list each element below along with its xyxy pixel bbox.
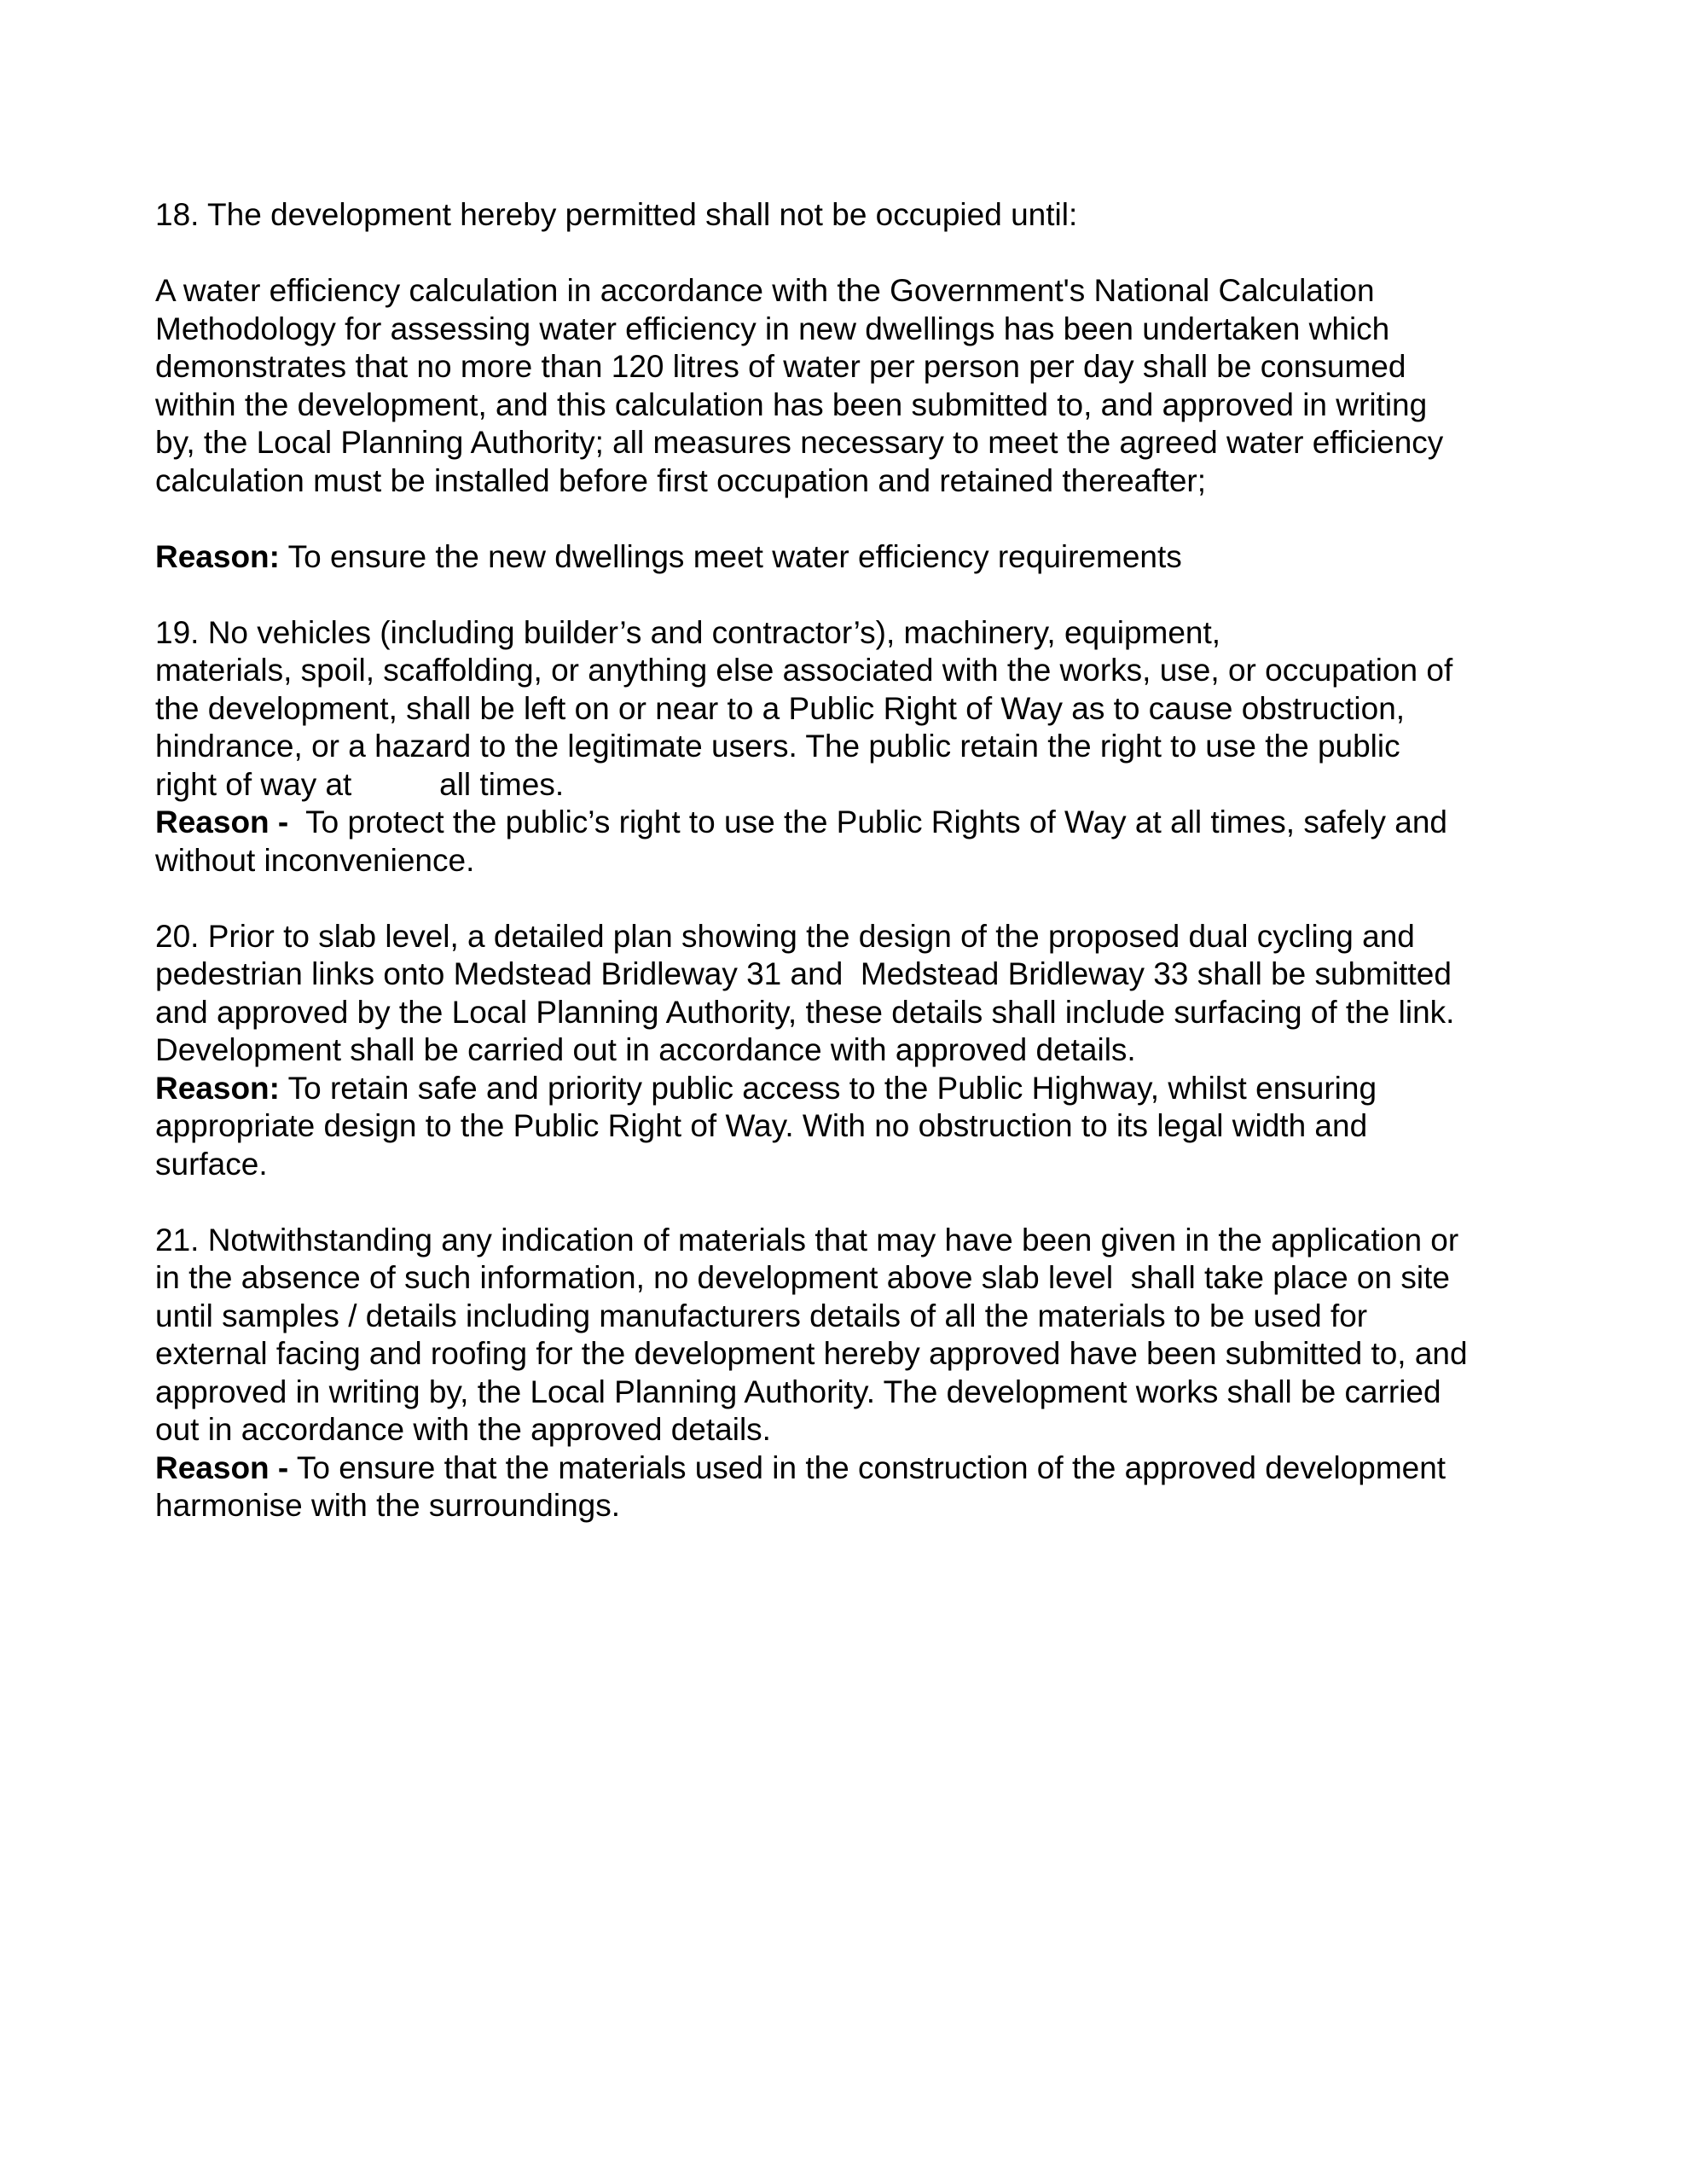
reason-text: To ensure that the materials used in the construction of the approved development (288, 1449, 1446, 1485)
condition-18-reason (155, 538, 1554, 577)
condition-20-reason-line: appropriate design to the Public Right of Way. With no obstruction to its legal width and (155, 1108, 1368, 1143)
condition-20-reason (155, 1070, 1554, 1108)
paragraph-gap (155, 1183, 1554, 1222)
condition-18-text-line: within the development, and this calculation has been submitted to, and approved in writing (155, 386, 1428, 422)
reason-label: Reason: (155, 1070, 280, 1106)
reason-text: To retain safe and priority public access to the Public Highway, whilst ensuring (279, 1070, 1377, 1106)
condition-20-text-line: pedestrian links onto Medstead Bridleway 31 and Medstead Bridleway 33 shall be submitted (155, 956, 1452, 991)
condition-19-text-line: the development, shall be left on or near to a Public Right of Way as to cause obstruction, (155, 690, 1406, 726)
paragraph-gap (155, 880, 1554, 918)
condition-18 (155, 196, 1554, 576)
condition-19-reason (155, 804, 1554, 842)
condition-18-heading: 18. The development hereby permitted shall not be occupied until: (155, 197, 1078, 232)
condition-18-text-line: Methodology for assessing water efficiency in new dwellings has been undertaken which (155, 311, 1390, 346)
condition-21-text-line: out in accordance with the approved details. (155, 1412, 771, 1447)
condition-18-text-line: calculation must be installed before first occupation and retained thereafter; (155, 462, 1207, 498)
condition-20 (155, 918, 1554, 1184)
condition-20-text-line: and approved by the Local Planning Authority, these details shall include surfacing of the link. (155, 994, 1455, 1030)
reason-label: Reason - (155, 804, 298, 839)
condition-18-text-line: by, the Local Planning Authority; all measures necessary to meet the agreed water efficiency (155, 425, 1444, 460)
condition-20-text-line: Development shall be carried out in accordance with approved details. (155, 1032, 1136, 1067)
condition-20-reason-line: surface. (155, 1146, 268, 1182)
reason-text: To protect the public’s right to use the Public Rights of Way at all times, safely and (297, 804, 1447, 839)
condition-18-text-line: A water efficiency calculation in accordance with the Government's National Calculation (155, 273, 1375, 308)
paragraph-gap (155, 576, 1554, 614)
condition-19-text-line: right of way at all times. (155, 766, 565, 802)
paragraph-gap (155, 235, 1554, 273)
paragraph-gap (155, 500, 1554, 538)
condition-18-text-line: demonstrates that no more than 120 litres of water per person per day shall be consumed (155, 349, 1406, 384)
condition-21-text-line: in the absence of such information, no development above slab level shall take place on site (155, 1260, 1450, 1295)
condition-21-text-line: until samples / details including manufacturers details of all the materials to be used for (155, 1298, 1368, 1333)
reason-label: Reason: (155, 538, 280, 574)
condition-21-heading: 21. Notwithstanding any indication of materials that may have been given in the application or (155, 1222, 1459, 1258)
condition-21-reason-line: harmonise with the surroundings. (155, 1488, 621, 1523)
condition-21-text-line: approved in writing by, the Local Planning Authority. The development works shall be carried (155, 1374, 1441, 1409)
document-page (155, 196, 1554, 1525)
condition-21 (155, 1222, 1554, 1525)
reason-label: Reason - (155, 1449, 289, 1485)
condition-19-heading: 19. No vehicles (including builder’s and contractor’s), machinery, equipment, (155, 614, 1221, 650)
condition-21-text-line: external facing and roofing for the development hereby approved have been submitted to, and (155, 1336, 1468, 1371)
condition-19 (155, 614, 1554, 880)
condition-19-reason-line: without inconvenience. (155, 842, 475, 878)
reason-text: To ensure the new dwellings meet water efficiency requirements (279, 538, 1182, 574)
condition-20-heading: 20. Prior to slab level, a detailed plan showing the design of the proposed dual cycling and (155, 918, 1415, 954)
condition-19-text-line: materials, spoil, scaffolding, or anything else associated with the works, use, or occupation of (155, 653, 1453, 688)
condition-19-text-line: hindrance, or a hazard to the legitimate users. The public retain the right to use the public (155, 729, 1400, 764)
condition-21-reason (155, 1449, 1554, 1488)
